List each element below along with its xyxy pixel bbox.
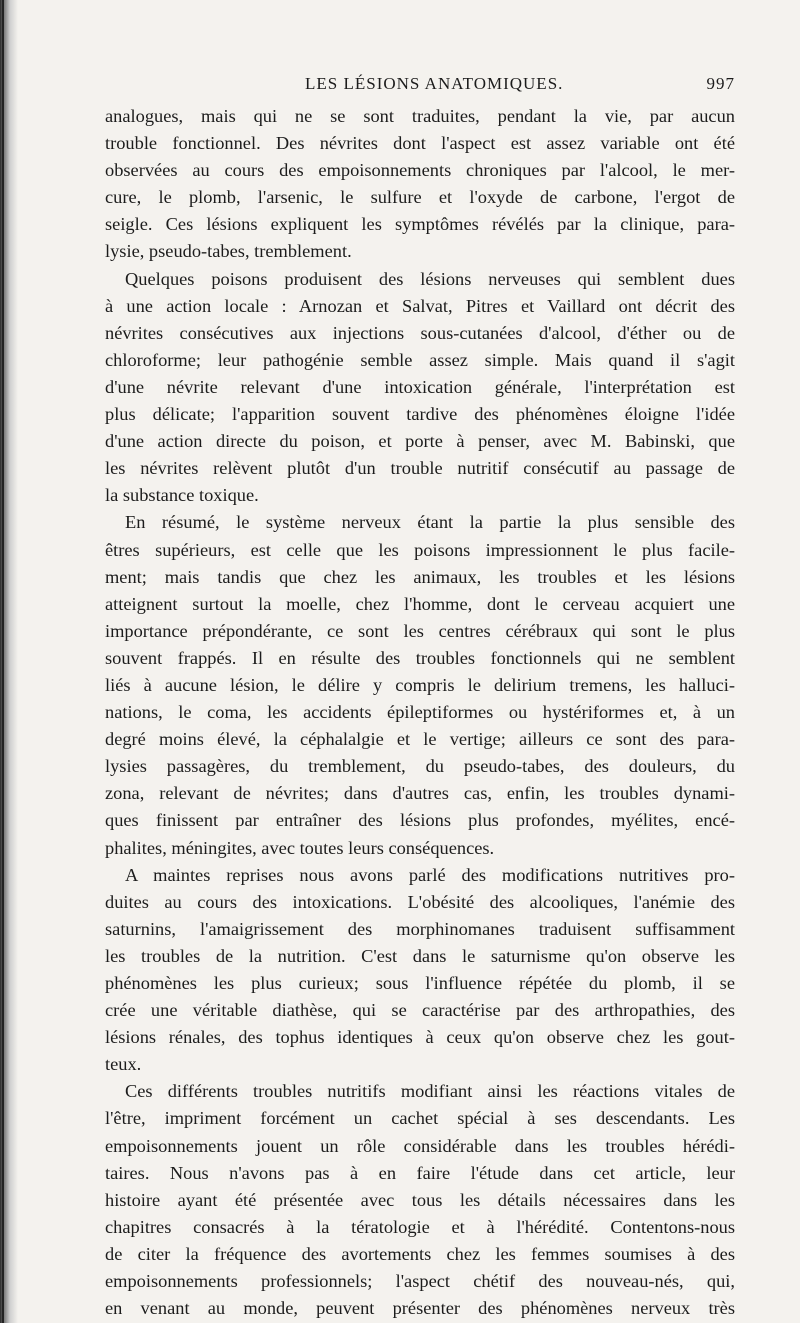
text-line: empoisonnements professionnels; l'aspect chétif des nouveau-nés, qui, xyxy=(105,1271,735,1292)
text-line: taires. Nous n'avons pas à en faire l'étude dans cet article, leur xyxy=(105,1162,735,1183)
text-line: duites au cours des intoxications. L'obésité des alcooliques, l'anémie des xyxy=(105,891,735,912)
text-line: crée une véritable diathèse, qui se caractérise par des arthropathies, des xyxy=(105,1000,735,1021)
text-line: ment; mais tandis que chez les animaux, les troubles et les lésions xyxy=(105,566,735,587)
text-line: d'une action directe du poison, et porte à penser, avec M. Babinski, que xyxy=(105,431,735,452)
text-line: histoire ayant été présentée avec tous les détails nécessaires dans les xyxy=(105,1189,735,1210)
text-line: cure, le plomb, l'arsenic, le sulfure et l'oxyde de carbone, l'ergot de xyxy=(105,187,735,208)
book-spine-edge xyxy=(2,0,4,1323)
text-line: saturnins, l'amaigrissement des morphinomanes traduisent suffisamment xyxy=(105,918,735,939)
text-line: En résumé, le système nerveux étant la partie la plus sensible des xyxy=(125,512,735,533)
text-line: ques finissent par entraîner des lésions plus profondes, myélites, encé- xyxy=(105,810,735,831)
running-title: LES LÉSIONS ANATOMIQUES. xyxy=(305,74,564,93)
text-line: atteignent surtout la moelle, chez l'homme, dont le cerveau acquiert une xyxy=(105,593,735,614)
body-text xyxy=(105,103,735,1322)
text-line: phénomènes les plus curieux; sous l'influence répétée du plomb, il se xyxy=(105,973,735,993)
text-line: Ces différents troubles nutritifs modifiant ainsi les réactions vitales de xyxy=(125,1081,735,1102)
text-line: seigle. Ces lésions expliquent les symptômes révélés par la clinique, para- xyxy=(105,214,735,235)
text-line: trouble fonctionnel. Des névrites dont l'aspect est assez variable ont été xyxy=(105,133,735,154)
text-line: degré moins élevé, la céphalalgie et le vertige; ailleurs ce sont des para- xyxy=(105,729,735,750)
text-line: Quelques poisons produisent des lésions nerveuses qui semblent dues xyxy=(125,268,735,289)
text-line: êtres supérieurs, est celle que les poisons impressionnent le plus facile- xyxy=(105,539,735,560)
text-line: nations, le coma, les accidents épileptiformes ou hystériformes et, à un xyxy=(105,702,735,723)
text-line: lysies passagères, du tremblement, du pseudo-tabes, des douleurs, du xyxy=(105,756,735,777)
text-line: lysie, pseudo-tabes, tremblement. xyxy=(105,241,352,262)
text-line: l'être, impriment forcément un cachet spécial à ses descendants. Les xyxy=(105,1108,735,1129)
text-line: les troubles de la nutrition. C'est dans le saturnisme qu'on observe les xyxy=(105,945,735,966)
text-line: analogues, mais qui ne se sont traduites, pendant la vie, par aucun xyxy=(105,106,735,126)
text-line: phalites, méningites, avec toutes leurs conséquences. xyxy=(105,837,495,858)
text-line: à une action locale : Arnozan et Salvat, Pitres et Vaillard ont décrit des xyxy=(105,295,735,316)
text-line: d'une névrite relevant d'une intoxication générale, l'interprétation est xyxy=(105,376,735,397)
text-line: les névrites relèvent plutôt d'un trouble nutritif consécutif au passage de xyxy=(105,458,735,479)
text-line: en venant au monde, peuvent présenter des phénomènes nerveux très xyxy=(105,1298,735,1319)
text-line: observées au cours des empoisonnements chroniques par l'alcool, le mer- xyxy=(105,160,735,181)
text-line: chloroforme; leur pathogénie semble assez simple. Mais quand il s'agit xyxy=(105,349,735,370)
text-line: teux. xyxy=(105,1054,142,1075)
text-line: plus délicate; l'apparition souvent tardive des phénomènes éloigne l'idée xyxy=(105,404,735,425)
page-header xyxy=(90,74,735,98)
text-line: la substance toxique. xyxy=(105,485,259,506)
text-line: liés à aucune lésion, le délire y compris le delirium tremens, les halluci- xyxy=(105,674,735,695)
text-line: zona, relevant de névrites; dans d'autres cas, enfin, les troubles dynami- xyxy=(105,783,735,804)
text-line: de citer la fréquence des avortements chez les femmes soumises à des xyxy=(105,1243,735,1264)
text-line: importance prépondérante, ce sont les centres cérébraux qui sont le plus xyxy=(105,620,735,641)
text-line: souvent frappés. Il en résulte des troubles fonctionnels qui ne semblent xyxy=(105,647,735,668)
text-line: lésions rénales, des tophus identiques à ceux qu'on observe chez les gout- xyxy=(105,1027,735,1048)
text-line: A maintes reprises nous avons parlé des modifications nutritives pro- xyxy=(125,864,735,885)
text-line: empoisonnements jouent un rôle considérable dans les troubles hérédi- xyxy=(105,1135,735,1156)
text-line: névrites consécutives aux injections sous-cutanées d'alcool, d'éther ou de xyxy=(105,322,735,343)
page-number: 997 xyxy=(706,74,735,93)
text-line: chapitres consacrés à la tératologie et à l'hérédité. Contentons-nous xyxy=(105,1216,735,1237)
